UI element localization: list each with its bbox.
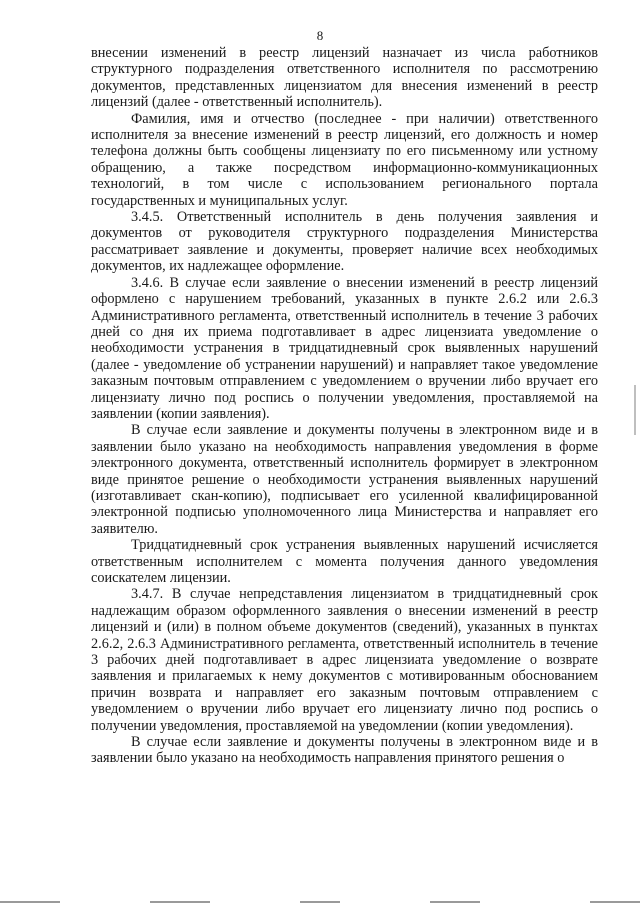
scan-edge-mark	[634, 385, 636, 435]
paragraph-continuation: внесении изменений в реестр лицензий назначает из числа работников структурного подразделения ответственного исполнителя по рассмотрению документов, представленных лицензиатом для внесения изменений в реестр лицензий (далее - ответственный исполнитель).	[91, 45, 598, 111]
paragraph-thirty-day-term: Тридцатидневный срок устранения выявленных нарушений исчисляется ответственным исполнителем с момента получения данного уведомления соискателем лицензии.	[91, 537, 598, 586]
paragraph-3-4-7: 3.4.7. В случае непредставления лицензиатом в тридцатидневный срок надлежащим образом оформленного заявления о внесении изменений в реестр лицензий и (или) в полном объеме документов (сведений), указанных в пунктах 2.6.2, 2.6.3 Административного регламента, ответственный исполнитель в течение 3 рабочих дней подготавливает в адрес лицензиата уведомление о возврате заявления и прилагаемых к нему документов с мотивированным обоснованием причин возврата и направляет его заказным почтовым отправлением с уведомлением о вручении либо вручает его лицензиату лично под роспись о получении уведомления, проставляемой на уведомлении (копии уведомления).	[91, 586, 598, 734]
scan-footer-marks	[0, 897, 640, 903]
paragraph-responsible-person: Фамилия, имя и отчество (последнее - при наличии) ответственного исполнителя за внесение изменений в реестр лицензий, его должность и номер телефона должны быть сообщены лицензиату по его письменному или устному обращению, а также посредством информационно-коммуникационных технологий, в том числе с использованием регионального портала государственных и муниципальных услуг.	[91, 110, 598, 209]
paragraph-electronic-notice: В случае если заявление и документы получены в электронном виде и в заявлении было указано на необходимость направления уведомления в форме электронного документа, ответственный исполнитель формирует в электронном виде принятое решение о необходимости устранения выявленных нарушений (изготавливает скан-копию), подписывает его усиленной квалифицированной электронной подписью уполномоченного лица Министерства и направляет его заявителю.	[91, 422, 598, 537]
document-body	[91, 45, 598, 767]
paragraph-3-4-6: 3.4.6. В случае если заявление о внесении изменений в реестр лицензий оформлено с нарушением требований, указанных в пункте 2.6.2 или 2.6.3 Административного регламента, ответственный исполнитель в течение 3 рабочих дней со дня их приема подготавливает в адрес лицензиата уведомление о необходимости устранения в тридцатидневный срок выявленных нарушений (далее - уведомление об устранении нарушений) и направляет такое уведомление заказным почтовым отправлением с уведомлением о вручении либо вручает его лицензиату лично под роспись о получении уведомления, проставляемой на заявлении (копии заявления).	[91, 274, 598, 422]
paragraph-electronic-decision: В случае если заявление и документы получены в электронном виде и в заявлении было указано на необходимость направления принятого решения о	[91, 734, 598, 767]
page-number: 8	[316, 28, 324, 43]
paragraph-3-4-5: 3.4.5. Ответственный исполнитель в день получения заявления и документов от руководителя структурного подразделения Министерства рассматривает заявление и документы, проверяет наличие всех необходимых документов, их надлежащее оформление.	[91, 209, 598, 275]
